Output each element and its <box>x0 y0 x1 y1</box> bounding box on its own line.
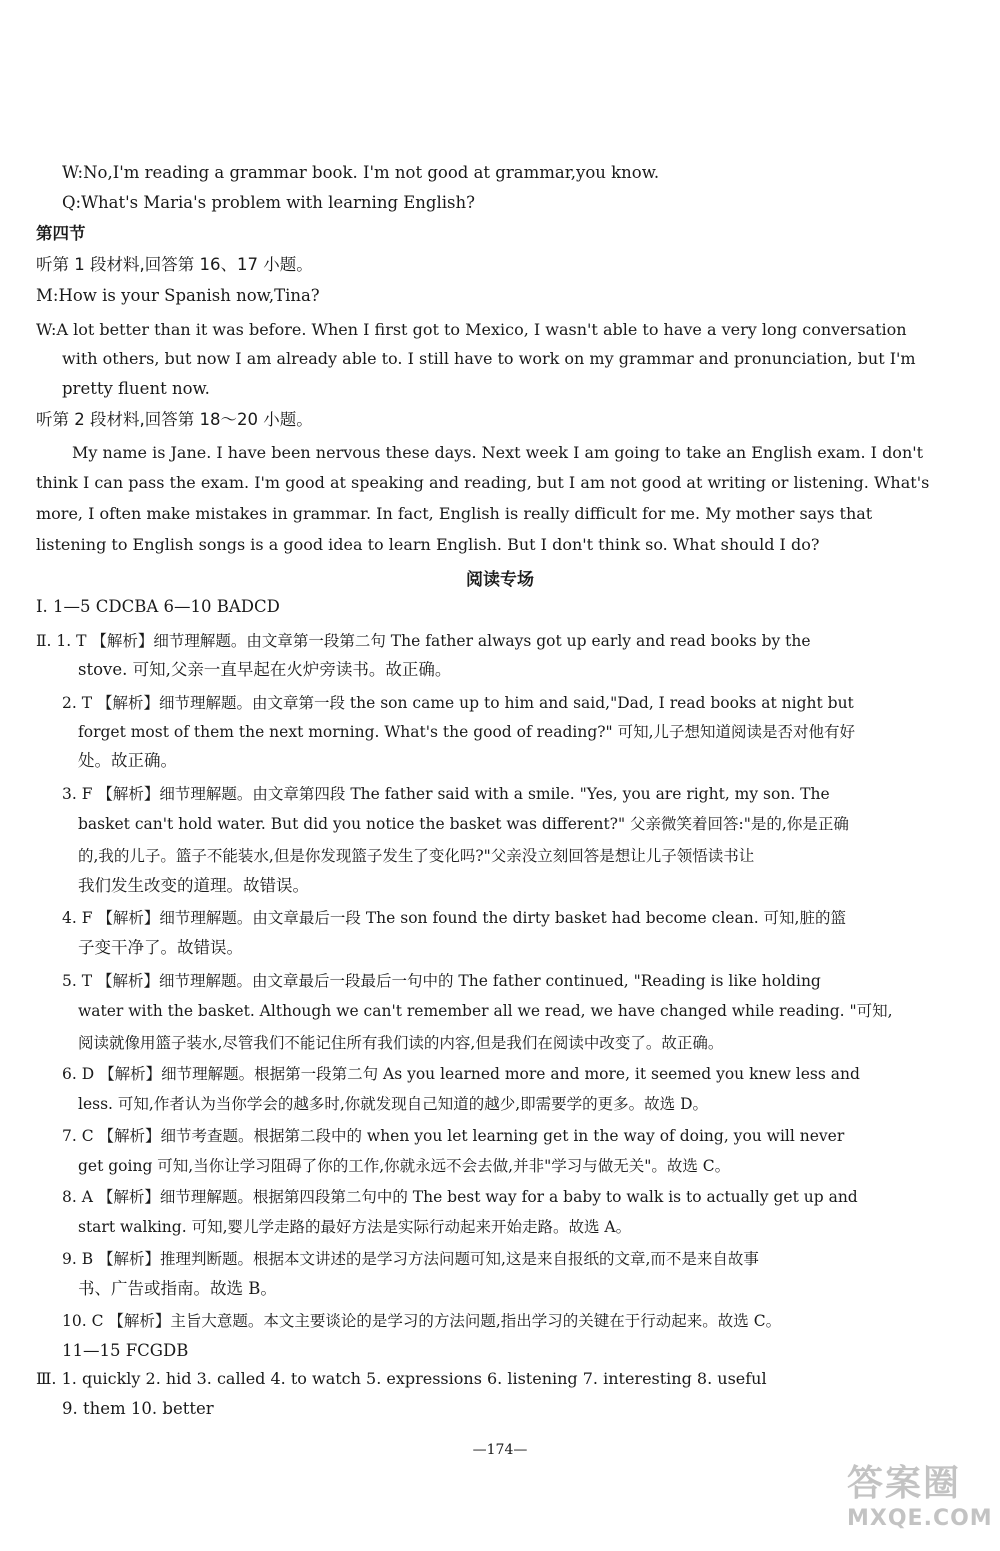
watermark-bottom: MXQE.COM <box>847 1506 993 1531</box>
passage-line: My name is Jane. I have been nervous these days. Next week I am going to take an English exam. I don't <box>72 443 924 462</box>
answer-line: 3. F 【解析】细节理解题。由文章第四段 The father said with a smile. "Yes, you are right, my son. The <box>62 785 830 803</box>
answer-line: 9. B 【解析】推理判断题。根据本文讲述的是学习方法问题可知,这是来自报纸的文章,而不是来自故事 <box>62 1250 759 1268</box>
answer-line: Ⅱ. 1. T 【解析】细节理解题。由文章第一段第二句 The father always got up early and read books by the <box>36 632 811 650</box>
answer-line: 5. T 【解析】细节理解题。由文章最后一段最后一句中的 The father continued, "Reading is like holding <box>62 972 821 990</box>
dialogue-line: Q:What's Maria's problem with learning English? <box>62 193 475 212</box>
passage-line: listening to English songs is a good idea to learn English. But I don't think so. What should I do? <box>36 535 820 554</box>
answer-line: 8. A 【解析】细节理解题。根据第四段第二句中的 The best way for a baby to walk is to actually get up and <box>62 1188 858 1206</box>
answer-line: get going 可知,当你让学习阻碍了你的工作,你就永远不会去做,并非"学习与做无关"。故选 C。 <box>78 1157 731 1175</box>
watermark-logo <box>847 1455 993 1537</box>
answer-line: 处。故正确。 <box>78 751 177 770</box>
answer-line: 4. F 【解析】细节理解题。由文章最后一段 The son found the dirty basket had become clean. 可知,脏的篮 <box>62 909 846 927</box>
answer-line: start walking. 可知,婴儿学走路的最好方法是实际行动起来开始走路。故选 A。 <box>78 1218 632 1236</box>
answer-line: 9. them 10. better <box>62 1399 214 1418</box>
section-title: 阅读专场 <box>466 570 534 590</box>
answer-line: 的,我的儿子。篮子不能装水,但是你发现篮子发生了变化吗?"父亲没立刻回答是想让儿子领悟读书让 <box>78 847 755 865</box>
instruction-line: 听第 1 段材料,回答第 16、17 小题。 <box>36 255 313 274</box>
dialogue-line: W:A lot better than it was before. When I first got to Mexico, I wasn't able to have a very long conversation <box>36 320 907 339</box>
answer-line: forget most of them the next morning. What's the good of reading?" 可知,儿子想知道阅读是否对他有好 <box>78 723 856 741</box>
dialogue-line: with others, but now I am already able to. I still have to work on my grammar and pronunciation, but I'm <box>62 349 916 368</box>
section-heading: 第四节 <box>36 224 86 243</box>
answer-line: basket can't hold water. But did you notice the basket was different?" 父亲微笑着回答:"是的,你是正确 <box>78 815 849 833</box>
dialogue-line: pretty fluent now. <box>62 379 210 398</box>
answer-line: 阅读就像用篮子装水,尽管我们不能记住所有我们读的内容,但是我们在阅读中改变了。故正确。 <box>78 1034 724 1052</box>
passage-line: think I can pass the exam. I'm good at speaking and reading, but I am not good at writing or listening. What's <box>36 473 930 492</box>
answer-line: less. 可知,作者认为当你学会的越多时,你就发现自己知道的越少,即需要学的更多。故选 D。 <box>78 1095 709 1113</box>
passage-line: more, I often make mistakes in grammar. In fact, English is really difficult for me. My mother says that <box>36 504 873 523</box>
watermark-top: 答案圈 <box>847 1463 962 1504</box>
answer-line: 子变干净了。故错误。 <box>78 938 243 957</box>
answer-line: Ⅲ. 1. quickly 2. hid 3. called 4. to watch 5. expressions 6. listening 7. interesting 8. useful <box>36 1369 767 1388</box>
answer-line: 7. C 【解析】细节考查题。根据第二段中的 when you let learning get in the way of doing, you will never <box>62 1127 845 1145</box>
answer-line: 11—15 FCGDB <box>62 1341 189 1360</box>
page-number: —174— <box>472 1442 528 1458</box>
dialogue-line: W:No,I'm reading a grammar book. I'm not good at grammar,you know. <box>62 163 660 182</box>
answer-line: Ⅰ. 1—5 CDCBA 6—10 BADCD <box>36 597 280 616</box>
dialogue-line: M:How is your Spanish now,Tina? <box>36 286 320 305</box>
answer-line: 2. T 【解析】细节理解题。由文章第一段 the son came up to him and said,"Dad, I read books at night but <box>62 694 854 712</box>
instruction-line: 听第 2 段材料,回答第 18～20 小题。 <box>36 410 313 429</box>
answer-line: 10. C 【解析】主旨大意题。本文主要谈论的是学习的方法问题,指出学习的关键在于行动起来。故选 C。 <box>62 1312 782 1330</box>
answer-line: 书、广告或指南。故选 B。 <box>78 1279 277 1298</box>
answer-line: 我们发生改变的道理。故错误。 <box>78 876 309 895</box>
answer-line: stove. 可知,父亲一直早起在火炉旁读书。故正确。 <box>78 660 452 679</box>
answer-line: 6. D 【解析】细节理解题。根据第一段第二句 As you learned more and more, it seemed you knew less and <box>62 1065 860 1083</box>
answer-line: water with the basket. Although we can't remember all we read, we have changed while reading. "可知, <box>78 1002 893 1020</box>
